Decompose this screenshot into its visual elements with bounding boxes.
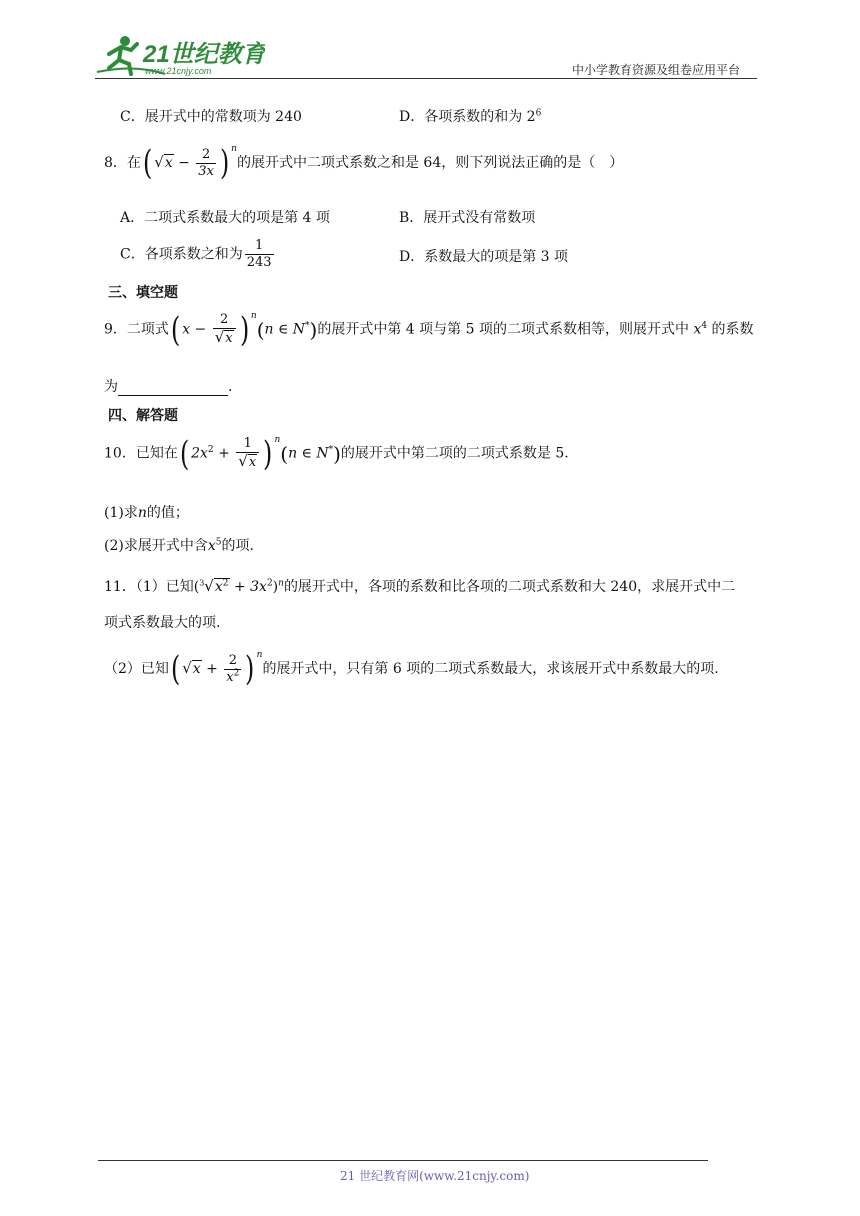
q10-part1-var: n [137, 505, 147, 521]
q11-root-body [214, 578, 230, 595]
q10-cond: n ∈ N [288, 445, 329, 462]
q11-line-2: 项式系数最大的项. [104, 615, 221, 631]
sqrt-icon: √ [182, 659, 192, 677]
footer-link[interactable]: 21 世纪教育网(www.21cnjy.com) [340, 1169, 530, 1183]
left-paren: ( [256, 317, 265, 342]
q10-part2-exp: 5 [215, 537, 222, 548]
q9-cond: n ∈ N [264, 321, 306, 338]
q10-stem: 的展开式中第二项的二项式系数是 5. [340, 445, 569, 462]
q10-term1: 2x [191, 445, 208, 462]
q9-fraction [213, 312, 236, 347]
right-paren: ) [219, 143, 230, 183]
question-9: 9．二项式( x − $\frac{2}{√x}$ ) $^n$(n ∈ N*)的展开式中第 4 项与第 5 项的二项式系数相等，则展开式中 $x^4$ 的系数 [104, 309, 754, 350]
q10-part2-var: x [207, 538, 216, 554]
logo-text: 21世纪教育 [143, 41, 265, 68]
logo-url: www.21cnjy.com [145, 66, 212, 76]
q8-c-num: 1 [245, 238, 274, 255]
right-paren: ) [239, 309, 249, 350]
q8-option-c-fraction [245, 238, 274, 271]
q11-frac-den [224, 670, 241, 686]
q11-plus: + 3x [233, 579, 267, 595]
question-11: 11．（1）已知$(^3√x^2 + 3x^2)^n$的展开式中，各项的系数和比各项的二项式系数和大 240，求展开式中二 [104, 577, 736, 595]
q10-part2-b: 的项. [221, 538, 254, 554]
q11-p2-start: （2）已知 [104, 661, 169, 677]
q8-c-den: 243 [246, 255, 272, 270]
q7-option-d [399, 106, 541, 126]
runner-logo-icon [95, 32, 265, 80]
q8-exp: n [231, 144, 237, 155]
q11-plus-exp: 2 [266, 578, 273, 589]
q8-frac-num: 2 [196, 147, 216, 164]
right-paren: ) [245, 649, 255, 689]
q9-frac-den: √x [214, 328, 233, 346]
q10-fraction [236, 436, 259, 471]
q10-term1-exp: 2 [207, 444, 214, 455]
q10-exp: n [274, 434, 281, 445]
q11-fraction [224, 653, 241, 686]
q10-frac-num: 1 [236, 436, 259, 453]
footer-divider [98, 1160, 708, 1161]
q9-stem: 的展开式中第 4 项与第 5 项的二项式系数相等，则展开式中 [317, 321, 689, 338]
q10-part2-a: (2)求展开式中含 [104, 538, 208, 554]
q7-option-d-exp: 6 [535, 108, 542, 119]
q11-inner-exp: 2 [222, 578, 229, 589]
q9-line2-start: 为 [104, 379, 118, 395]
q9-exp: n [250, 310, 257, 321]
q11-frac-den-var: x [226, 669, 234, 685]
q11-stem1: 的展开式中，各项的系数和比各项的二项式系数和大 240，求展开式中二 [283, 579, 736, 595]
q11-p2-exp: n [256, 650, 263, 661]
left-paren: ( [179, 433, 190, 474]
left-paren: ( [170, 649, 181, 689]
q9-number: 9．二项式 [104, 321, 169, 338]
q9-cond-sup: * [305, 320, 310, 331]
q9-x: x [182, 321, 191, 338]
q9-var-exp: 4 [701, 320, 708, 331]
q10-part1-a: (1)求 [104, 505, 138, 521]
q11-stem2: 的展开式中，只有第 6 项的二项式系数最大，求该展开式中系数最大的项. [262, 661, 719, 677]
q10-number: 10．已知在 [104, 445, 178, 462]
q8-sqrt-x: x [164, 155, 173, 171]
q9-line-2 [104, 376, 232, 396]
q9-answer-blank[interactable] [118, 381, 228, 396]
q10-cond-sup: * [328, 444, 334, 455]
q9-stem-end: 的系数 [711, 321, 754, 338]
q7-option-d-text: D．各项系数的和为 2 [399, 109, 536, 125]
q10-part-2 [104, 535, 254, 555]
question-10: 10．已知在( $2x^2$ + $\frac{1}{√x}$ ) $^n$(n ∈ N*)的展开式中第二项的二项式系数是 5. [104, 433, 569, 474]
q10-part-1 [104, 502, 189, 522]
q11-part-2: （2）已知( √x + $\frac{2}{x^2}$ ) $^n$的展开式中，只有第 6 项的二项式系数最大，求该展开式中系数最大的项. [104, 649, 719, 689]
right-paren: ) [263, 433, 273, 474]
section-heading-solutions: 四、解答题 [108, 408, 178, 424]
q8-stem: 的展开式中二项式系数之和是 64，则下列说法正确的是（ ） [236, 155, 624, 171]
site-logo [95, 32, 265, 80]
q8-number: 8．在 [104, 155, 141, 171]
q10-part1-b: 的值； [146, 505, 189, 521]
q11-frac-den-exp: 2 [233, 668, 240, 679]
q8-option-b: B．展开式没有常数项 [399, 210, 536, 226]
left-paren: ( [170, 309, 181, 350]
platform-name: 中小学教育资源及组卷应用平台 [572, 63, 741, 77]
q11-exp: n [278, 578, 284, 589]
q11-number: 11．（1）已知 [104, 579, 194, 595]
q8-option-c [120, 238, 276, 271]
q10-frac-den: √x [238, 452, 257, 470]
q8-option-d: D．系数最大的项是第 3 项 [399, 249, 569, 265]
cube-root-icon: √ [204, 577, 214, 595]
q9-frac-num: 2 [213, 312, 236, 329]
q9-line2-end: . [228, 379, 233, 395]
question-8: 8．在( √x − $\frac{2}{3x}$ ) $^n$的展开式中二项式系数之和是 64，则下列说法正确的是（ ） [104, 143, 624, 183]
q7-option-c: C．展开式中的常数项为 240 [120, 109, 302, 125]
header-divider [95, 78, 757, 79]
q11-frac-num: 2 [224, 653, 241, 670]
q9-var: x [693, 321, 702, 338]
q8-fraction [196, 147, 216, 180]
right-paren: ) [333, 441, 341, 466]
left-paren: ( [280, 441, 289, 466]
q8-option-c-text: C．各项系数之和为 [120, 246, 243, 263]
q11-root-index: 3 [199, 578, 205, 588]
right-paren: ) [309, 317, 318, 342]
q8-option-a: A．二项式系数最大的项是第 4 项 [120, 210, 330, 226]
q8-frac-den: 3x [198, 163, 214, 179]
left-paren: ( [142, 143, 153, 183]
q11-inner: x [214, 579, 223, 595]
sqrt-icon: √ [154, 153, 164, 171]
section-heading-fill-in: 三、填空题 [108, 285, 178, 301]
q11-sqrt-x: x [192, 661, 201, 677]
